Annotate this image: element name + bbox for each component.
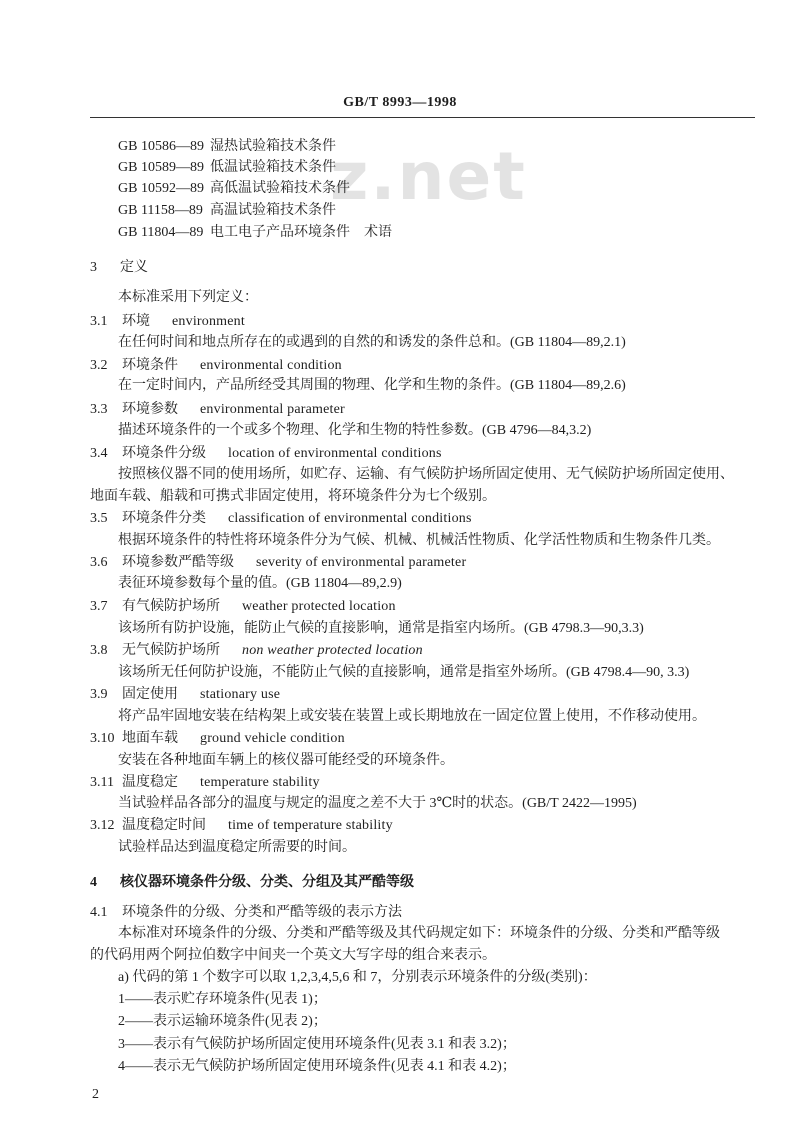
section-title: 核仪器环境条件分级、分类、分组及其严酷等级: [120, 875, 414, 890]
definition-text: 将产品牢固地安装在结构架上或安装在装置上或长期地放在一固定位置上使用，不作移动使用。: [118, 709, 706, 724]
term-en: environmental parameter: [200, 402, 345, 417]
reference-title: 湿热试验箱技术条件: [210, 139, 336, 154]
term-zh: 环境参数: [122, 402, 178, 417]
reference-title: 电工电子产品环境条件 术语: [210, 225, 392, 240]
code-list-item: 4——表示无气候防护场所固定使用环境条件(见表 4.1 和表 4.2)；: [118, 1059, 516, 1074]
definition-text: 该场所有防护设施，能防止气候的直接影响，通常是指室内场所。(GB 4798.3—90,3.3): [118, 621, 644, 636]
definition-number: 3.10: [90, 731, 115, 746]
term-zh: 环境条件分类: [122, 511, 206, 526]
reference-item: [118, 202, 336, 220]
term-en: temperature stability: [200, 775, 320, 790]
definition-heading: [90, 774, 320, 792]
definition-number: 3.4: [90, 446, 108, 461]
reference-title: 低温试验箱技术条件: [210, 160, 336, 175]
code-list-item: 2——表示运输环境条件(见表 2)；: [118, 1014, 327, 1029]
definition-text-continued: 地面车载、船载和可携式非固定使用，将环境条件分为七个级别。: [90, 489, 496, 504]
section-number: 4: [90, 875, 97, 890]
reference-code: GB 10592—89: [118, 181, 204, 196]
term-zh: 无气候防护场所: [122, 643, 220, 658]
definition-text: 该场所无任何防护设施，不能防止气候的直接影响，通常是指室外场所。(GB 4798.4—90, 3.3): [118, 665, 690, 680]
term-zh: 环境: [122, 314, 150, 329]
definition-heading: [90, 554, 466, 572]
code-list-item: 3——表示有气候防护场所固定使用环境条件(见表 3.1 和表 3.2)；: [118, 1037, 516, 1052]
term-en: location of environmental conditions: [228, 446, 442, 461]
definition-heading: [90, 510, 472, 528]
definition-heading: [90, 817, 393, 835]
definition-text: 表征环境参数每个量的值。(GB 11804—89,2.9): [118, 576, 402, 591]
definition-number: 3.7: [90, 599, 108, 614]
definition-number: 3.8: [90, 643, 108, 658]
section-3-heading: [90, 259, 148, 277]
definition-number: 3.5: [90, 511, 108, 526]
definition-heading: [90, 642, 423, 660]
definition-number: 3.6: [90, 555, 108, 570]
definition-text: 描述环境条件的一个或多个物理、化学和生物的特性参数。(GB 4796—84,3.2): [118, 423, 592, 438]
definition-number: 3.3: [90, 402, 108, 417]
definition-text: 根据环境条件的特性将环境条件分为气候、机械、机械活性物质、化学活性物质和生物条件几类。: [118, 533, 720, 548]
section-number: 3: [90, 260, 97, 275]
term-zh: 温度稳定: [122, 775, 178, 790]
definition-heading: [90, 445, 442, 463]
page-header-title: GB/T 8993—1998: [343, 95, 457, 110]
term-zh: 固定使用: [122, 687, 178, 702]
definition-text: 在一定时间内，产品所经受其周围的物理、化学和生物的条件。(GB 11804—89,2.6): [118, 378, 626, 393]
list-item-a: a) 代码的第 1 个数字可以取 1,2,3,4,5,6 和 7，分别表示环境条件的分级(类别)：: [118, 970, 597, 985]
term-en: non weather protected location: [242, 643, 423, 658]
header-rule: [90, 117, 755, 118]
section-3-intro: 本标准采用下列定义：: [118, 290, 258, 305]
code-list-item: 1——表示贮存环境条件(见表 1)；: [118, 992, 327, 1007]
page-number: 2: [92, 1087, 99, 1102]
reference-code: GB 11158—89: [118, 203, 203, 218]
definition-text: 试验样品达到温度稳定所需要的时间。: [118, 840, 356, 855]
term-en: classification of environmental conditions: [228, 511, 472, 526]
reference-item: [118, 180, 350, 198]
term-zh: 地面车载: [122, 731, 178, 746]
reference-code: GB 10586—89: [118, 139, 204, 154]
definition-number: 3.9: [90, 687, 108, 702]
definition-number: 3.11: [90, 775, 114, 790]
definition-text: 当试验样品各部分的温度与规定的温度之差不大于 3℃时的状态。(GB/T 2422—1995): [118, 796, 637, 811]
reference-item: [118, 138, 336, 156]
subsection-title: 环境条件的分级、分类和严酷等级的表示方法: [122, 905, 402, 920]
definition-heading: [90, 313, 245, 331]
term-zh: 环境条件: [122, 358, 178, 373]
definition-heading: [90, 686, 280, 704]
term-zh: 环境参数严酷等级: [122, 555, 234, 570]
definition-text: 安装在各种地面车辆上的核仪器可能经受的环境条件。: [118, 753, 454, 768]
term-en: time of temperature stability: [228, 818, 393, 833]
paragraph-line-continued: 的代码用两个阿拉伯数字中间夹一个英文大写字母的组合来表示。: [90, 948, 496, 963]
reference-title: 高温试验箱技术条件: [210, 203, 336, 218]
term-en: ground vehicle condition: [200, 731, 345, 746]
definition-heading: [90, 598, 396, 616]
term-en: severity of environmental parameter: [256, 555, 467, 570]
definition-number: 3.1: [90, 314, 108, 329]
reference-title: 高低温试验箱技术条件: [210, 181, 350, 196]
reference-item: [118, 159, 336, 177]
definition-text: 在任何时间和地点所存在的或遇到的自然的和诱发的条件总和。(GB 11804—89,2.1): [118, 335, 626, 350]
definition-text: 按照核仪器不同的使用场所，如贮存、运输、有气候防护场所固定使用、无气候防护场所固定使用、: [118, 467, 734, 482]
term-en: environment: [172, 314, 245, 329]
term-en: weather protected location: [242, 599, 396, 614]
term-zh: 温度稳定时间: [122, 818, 206, 833]
definition-heading: [90, 357, 342, 375]
definition-number: 3.2: [90, 358, 108, 373]
reference-item: [118, 224, 392, 242]
reference-code: GB 11804—89: [118, 225, 204, 240]
watermark: z.net: [330, 138, 527, 215]
subsection-number: 4.1: [90, 905, 108, 920]
definition-heading: [90, 401, 345, 419]
term-en: environmental condition: [200, 358, 342, 373]
section-title: 定义: [120, 260, 148, 275]
definition-number: 3.12: [90, 818, 115, 833]
reference-code: GB 10589—89: [118, 160, 204, 175]
section-4-heading: [90, 874, 414, 892]
term-zh: 有气候防护场所: [122, 599, 220, 614]
term-en: stationary use: [200, 687, 281, 702]
paragraph-line: 本标准对环境条件的分级、分类和严酷等级及其代码规定如下：环境条件的分级、分类和严酷等级: [118, 926, 720, 941]
definition-heading: [90, 730, 345, 748]
term-zh: 环境条件分级: [122, 446, 206, 461]
subsection-4-1-heading: [90, 904, 402, 922]
